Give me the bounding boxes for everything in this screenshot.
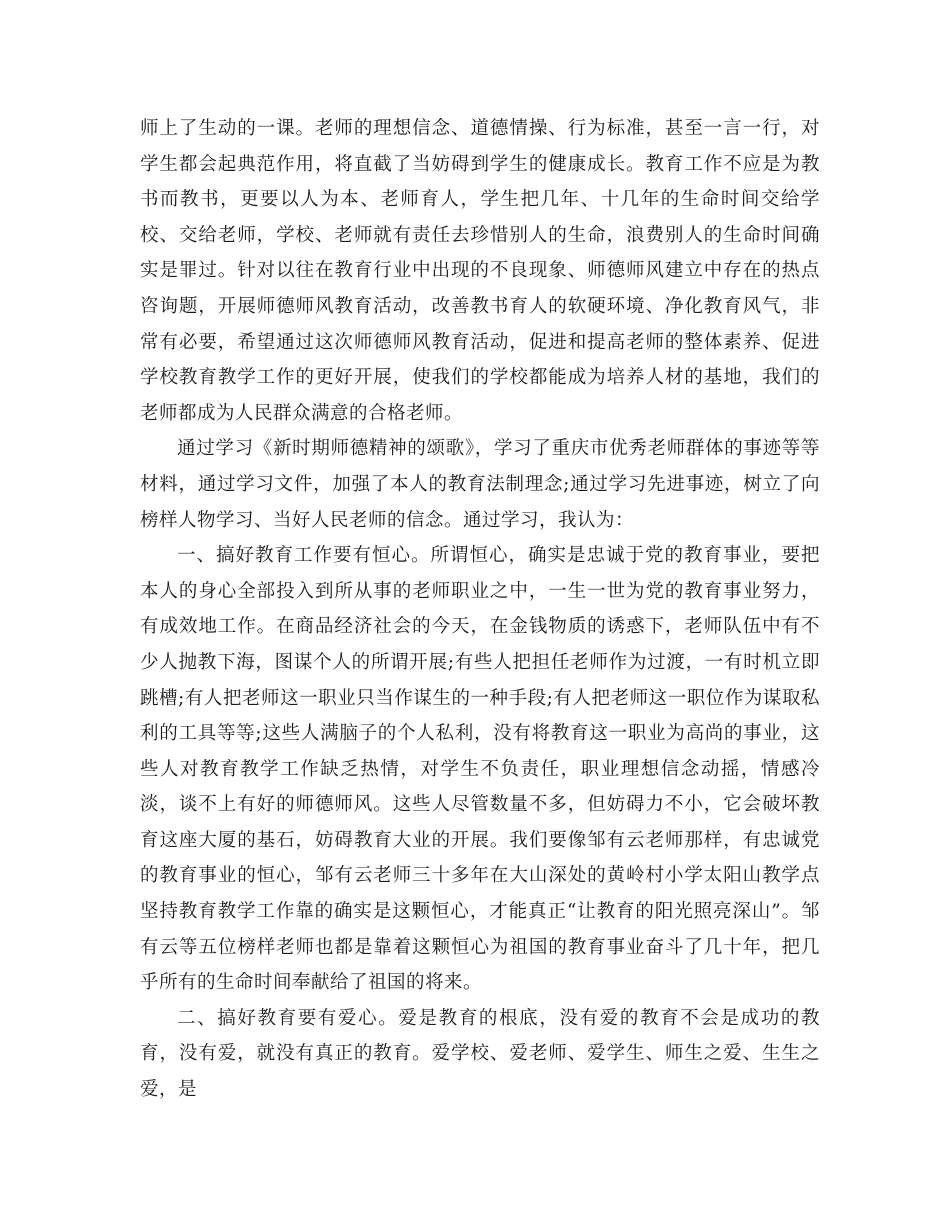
paragraph-study-summary: 通过学习《新时期师德精神的颂歌》，学习了重庆市优秀老师群体的事迹等等材料，通过学习文件，加强了本人的教育法制理念;通过学习先进事迹，树立了向榜样人物学习、当好人民老师的信念。通过学习，我认为： — [140, 438, 820, 531]
document-body — [140, 111, 820, 1108]
paragraph-continuation: 师上了生动的一课。老师的理想信念、道德情操、行为标准，甚至一言一行，对学生都会起典范作用，将直截了当妨碍到学生的健康成长。教育工作不应是为教书而教书，更要以人为本、老师育人，学生把几年、十几年的生命时间交给学校、交给老师，学校、老师就有责任去珍惜别人的生命，浪费别人的生命时间确实是罪过。针对以往在教育行业中出现的不良现象、师德师风建立中存在的热点咨询题，开展师德师风教育活动，改善教书育人的软硬环境、净化教育风气，非常有必要，希望通过这次师德师风教育活动，促进和提高老师的整体素养、促进学校教育教学工作的更好开展，使我们的学校都能成为培养人材的基地，我们的老师都成为人民群众满意的合格老师。 — [140, 118, 820, 424]
paragraph-point-two-love: 二、搞好教育要有爱心。爱是教育的根底，没有爱的教育不会是成功的教育，没有爱，就没有真正的教育。爱学校、爱老师、爱学生、师生之爱、生生之爱，是 — [140, 1007, 820, 1101]
paragraph-point-one-perseverance: 一、搞好教育工作要有恒心。所谓恒心，确实是忠诚于党的教育事业，要把本人的身心全部投入到所从事的老师职业之中，一生一世为党的教育事业努力，有成效地工作。在商品经济社会的今天，在金钱物质的诱惑下，老师队伍中有不少人抛教下海，图谋个人的所谓开展;有些人把担任老师作为过渡，一有时机立即跳槽;有人把老师这一职业只当作谋生的一种手段;有人把老师这一职位作为谋取私利的工具等等;这些人满脑子的个人私利，没有将教育这一职业为高尚的事业，这些人对教育教学工作缺乏热情，对学生不负责任，职业理想信念动摇，情感冷淡，谈不上有好的师德师风。这些人尽管数量不多，但妨碍力不小，它会破坏教育这座大厦的基石，妨碍教育大业的开展。我们要像邹有云老师那样，有忠诚党的教育事业的恒心，邹有云老师三十多年在大山深处的黄岭村小学太阳山教学点坚持教育教学工作靠的确实是这颗恒心，才能真正“让教育的阳光照亮深山”。邹有云等五位榜样老师也都是靠着这颗恒心为祖国的教育事业奋斗了几十年，把几乎所有的生命时间奉献给了祖国的将来。 — [140, 545, 820, 994]
